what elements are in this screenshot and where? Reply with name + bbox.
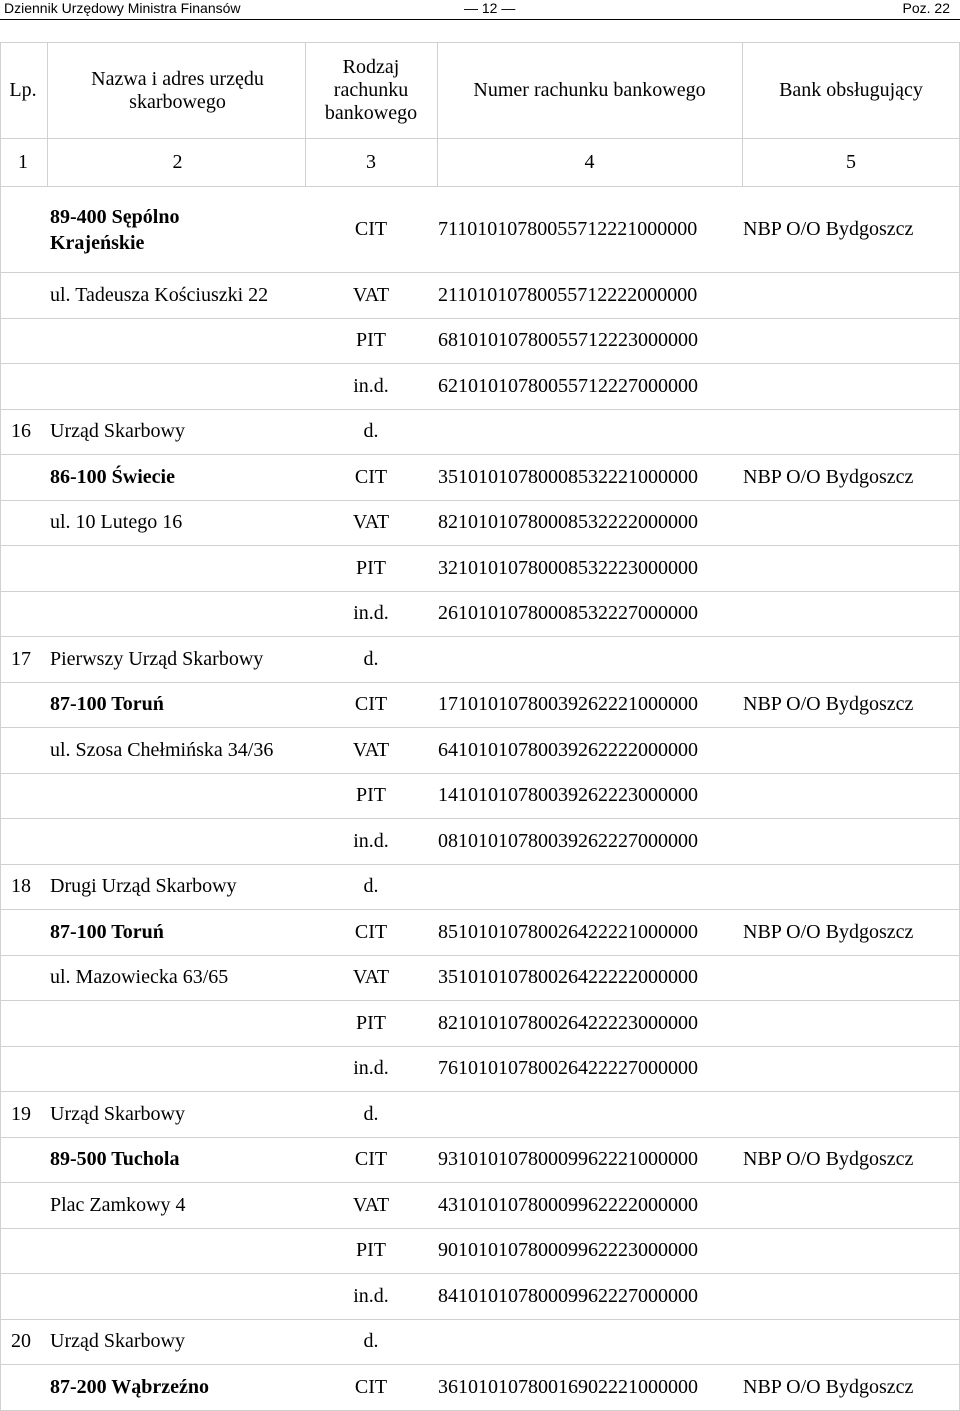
bank-name [743, 1320, 959, 1365]
account-type: CIT [354, 693, 388, 716]
office-name: ul. Tadeusza Kościuszki 22 [50, 283, 269, 306]
bank-name [743, 319, 959, 364]
account-number: 90101010780009962223000000 [438, 1239, 698, 1262]
account-number [438, 865, 741, 910]
journal-title: Dziennik Urzędowy Ministra Finansów [4, 0, 241, 16]
column-number: 4 [584, 151, 595, 173]
office-name: Urząd Skarbowy [50, 1102, 185, 1125]
office-name [50, 546, 305, 591]
account-type: PIT [356, 329, 386, 352]
account-type: CIT [354, 218, 388, 240]
tax-office-accounts-table [0, 42, 960, 1411]
bank-name [743, 774, 959, 819]
account-type: VAT [352, 283, 390, 306]
office-name [50, 819, 305, 864]
table-row [1, 187, 959, 273]
account-number: 32101010780008532223000000 [438, 556, 698, 579]
bank-name [743, 865, 959, 910]
bank-name [743, 1092, 959, 1137]
bank-name [743, 1047, 959, 1092]
bank-name [743, 546, 959, 591]
column-number: 1 [18, 151, 28, 173]
row-lp: 18 [11, 875, 31, 898]
office-name: 87-200 Wąbrzeźno [50, 1375, 210, 1398]
account-type: VAT [352, 966, 390, 989]
office-name [50, 1001, 305, 1046]
office-name [50, 364, 305, 409]
table-row [1, 364, 959, 410]
table-row [1, 1001, 959, 1047]
row-lp: 19 [11, 1102, 31, 1125]
account-number: 93101010780009962221000000 [438, 1148, 698, 1171]
table-row [1, 774, 959, 820]
office-name: Pierwszy Urząd Skarbowy [50, 647, 264, 670]
table-row [1, 637, 959, 683]
account-number: 26101010780008532227000000 [438, 602, 698, 625]
bank-name: NBP O/O Bydgoszcz [743, 1148, 914, 1171]
bank-name [743, 410, 959, 455]
bank-name [743, 637, 959, 682]
account-type: in.d. [353, 1057, 389, 1080]
page-number: — 12 — [464, 0, 516, 16]
office-name [50, 1274, 305, 1319]
account-number [438, 410, 741, 455]
account-type: PIT [356, 556, 386, 579]
office-name: 89-500 Tuchola [50, 1148, 180, 1171]
column-number: 5 [846, 151, 856, 173]
column-number: 2 [172, 151, 183, 173]
table-row [1, 319, 959, 365]
account-type: d. [363, 875, 379, 898]
table-row [1, 1092, 959, 1138]
account-number: 14101010780039262223000000 [438, 784, 698, 807]
account-type: PIT [356, 1011, 386, 1034]
account-type: CIT [354, 465, 388, 488]
account-number [438, 1092, 741, 1137]
table-row [1, 1229, 959, 1275]
office-name: ul. Szosa Chełmińska 34/36 [50, 738, 274, 761]
account-number: 68101010780055712223000000 [438, 329, 698, 352]
bank-name [743, 364, 959, 409]
office-name: 87-100 Toruń [50, 920, 164, 943]
office-name [50, 774, 305, 819]
table-row [1, 592, 959, 638]
row-lp: 20 [11, 1330, 31, 1353]
office-name: Urząd Skarbowy [50, 1330, 185, 1353]
office-name: ul. Mazowiecka 63/65 [50, 966, 229, 989]
table-row [1, 455, 959, 501]
account-number: 82101010780026422223000000 [438, 1011, 698, 1034]
account-number: 82101010780008532222000000 [438, 511, 698, 534]
account-type: in.d. [353, 602, 389, 625]
account-type: VAT [352, 511, 390, 534]
table-row [1, 273, 959, 319]
table-row [1, 501, 959, 547]
header-office-name: Nazwa i adres urzędu skarbowego [91, 67, 264, 113]
table-header-row [1, 43, 959, 139]
account-type: d. [363, 1102, 379, 1125]
table-row [1, 683, 959, 729]
bank-name [743, 1229, 959, 1274]
account-number: 62101010780055712227000000 [438, 374, 698, 397]
table-row [1, 1320, 959, 1366]
table-row [1, 956, 959, 1002]
account-number: 36101010780016902221000000 [438, 1375, 698, 1398]
header-lp: Lp. [9, 79, 37, 101]
table-row [1, 1183, 959, 1229]
column-number-row [1, 139, 959, 187]
account-number [438, 637, 741, 682]
page-header [0, 0, 960, 20]
bank-name: NBP O/O Bydgoszcz [743, 218, 914, 240]
table-body [1, 187, 959, 1411]
office-name [50, 592, 305, 637]
bank-name [743, 592, 959, 637]
table-row [1, 1365, 959, 1411]
table-row [1, 728, 959, 774]
account-number: 84101010780009962227000000 [438, 1284, 698, 1307]
header-account-number: Numer rachunku bankowego [473, 79, 706, 101]
account-number: 21101010780055712222000000 [438, 283, 698, 306]
account-number: 08101010780039262227000000 [438, 829, 698, 852]
table-row [1, 819, 959, 865]
bank-name: NBP O/O Bydgoszcz [743, 465, 914, 488]
bank-name: NBP O/O Bydgoszcz [743, 693, 914, 716]
office-name: 86-100 Świecie [50, 465, 175, 488]
table-row [1, 910, 959, 956]
office-name [50, 319, 305, 364]
position-number: Poz. 22 [902, 0, 950, 16]
bank-name [743, 819, 959, 864]
account-number: 43101010780009962222000000 [438, 1193, 698, 1216]
office-name: Urząd Skarbowy [50, 420, 185, 443]
office-name: 87-100 Toruń [50, 693, 164, 716]
office-name: Plac Zamkowy 4 [50, 1193, 186, 1216]
table-row [1, 410, 959, 456]
bank-name [743, 273, 959, 318]
account-type: CIT [354, 1148, 388, 1171]
account-number: 35101010780026422222000000 [438, 966, 698, 989]
account-type: d. [363, 1330, 379, 1353]
office-name: Drugi Urząd Skarbowy [50, 875, 237, 898]
account-number: 17101010780039262221000000 [438, 693, 698, 716]
account-number: 71101010780055712221000000 [438, 218, 698, 240]
header-bank: Bank obsługujący [779, 79, 923, 101]
account-number: 35101010780008532221000000 [438, 465, 698, 488]
account-number: 85101010780026422221000000 [438, 920, 698, 943]
account-type: in.d. [353, 1284, 389, 1307]
account-type: CIT [354, 920, 388, 943]
table-row [1, 865, 959, 911]
bank-name [743, 501, 959, 546]
account-type: in.d. [353, 374, 389, 397]
table-row [1, 1274, 959, 1320]
account-number: 64101010780039262222000000 [438, 738, 698, 761]
bank-name [743, 728, 959, 773]
row-lp: 16 [11, 420, 31, 443]
column-number: 3 [366, 151, 376, 173]
row-lp: 17 [11, 647, 31, 670]
office-name: ul. 10 Lutego 16 [50, 511, 183, 534]
bank-name: NBP O/O Bydgoszcz [743, 1375, 914, 1398]
bank-name [743, 1183, 959, 1228]
table-row [1, 1138, 959, 1184]
header-account-type: Rodzaj rachunku bankowego [324, 56, 418, 124]
account-number: 76101010780026422227000000 [438, 1057, 698, 1080]
bank-name [743, 1274, 959, 1319]
account-number [438, 1320, 741, 1365]
account-type: CIT [354, 1375, 388, 1398]
office-name [50, 1229, 305, 1274]
account-type: d. [363, 647, 379, 670]
office-name [50, 1047, 305, 1092]
account-type: in.d. [353, 829, 389, 852]
bank-name: NBP O/O Bydgoszcz [743, 920, 914, 943]
bank-name [743, 1001, 959, 1046]
account-type: VAT [352, 738, 390, 761]
account-type: PIT [356, 1239, 386, 1262]
table-row [1, 1047, 959, 1093]
account-type: d. [363, 420, 379, 443]
office-name: 89-400 Sępólno Krajeńskie [50, 205, 180, 254]
bank-name [743, 956, 959, 1001]
table-row [1, 546, 959, 592]
account-type: VAT [352, 1193, 390, 1216]
account-type: PIT [356, 784, 386, 807]
